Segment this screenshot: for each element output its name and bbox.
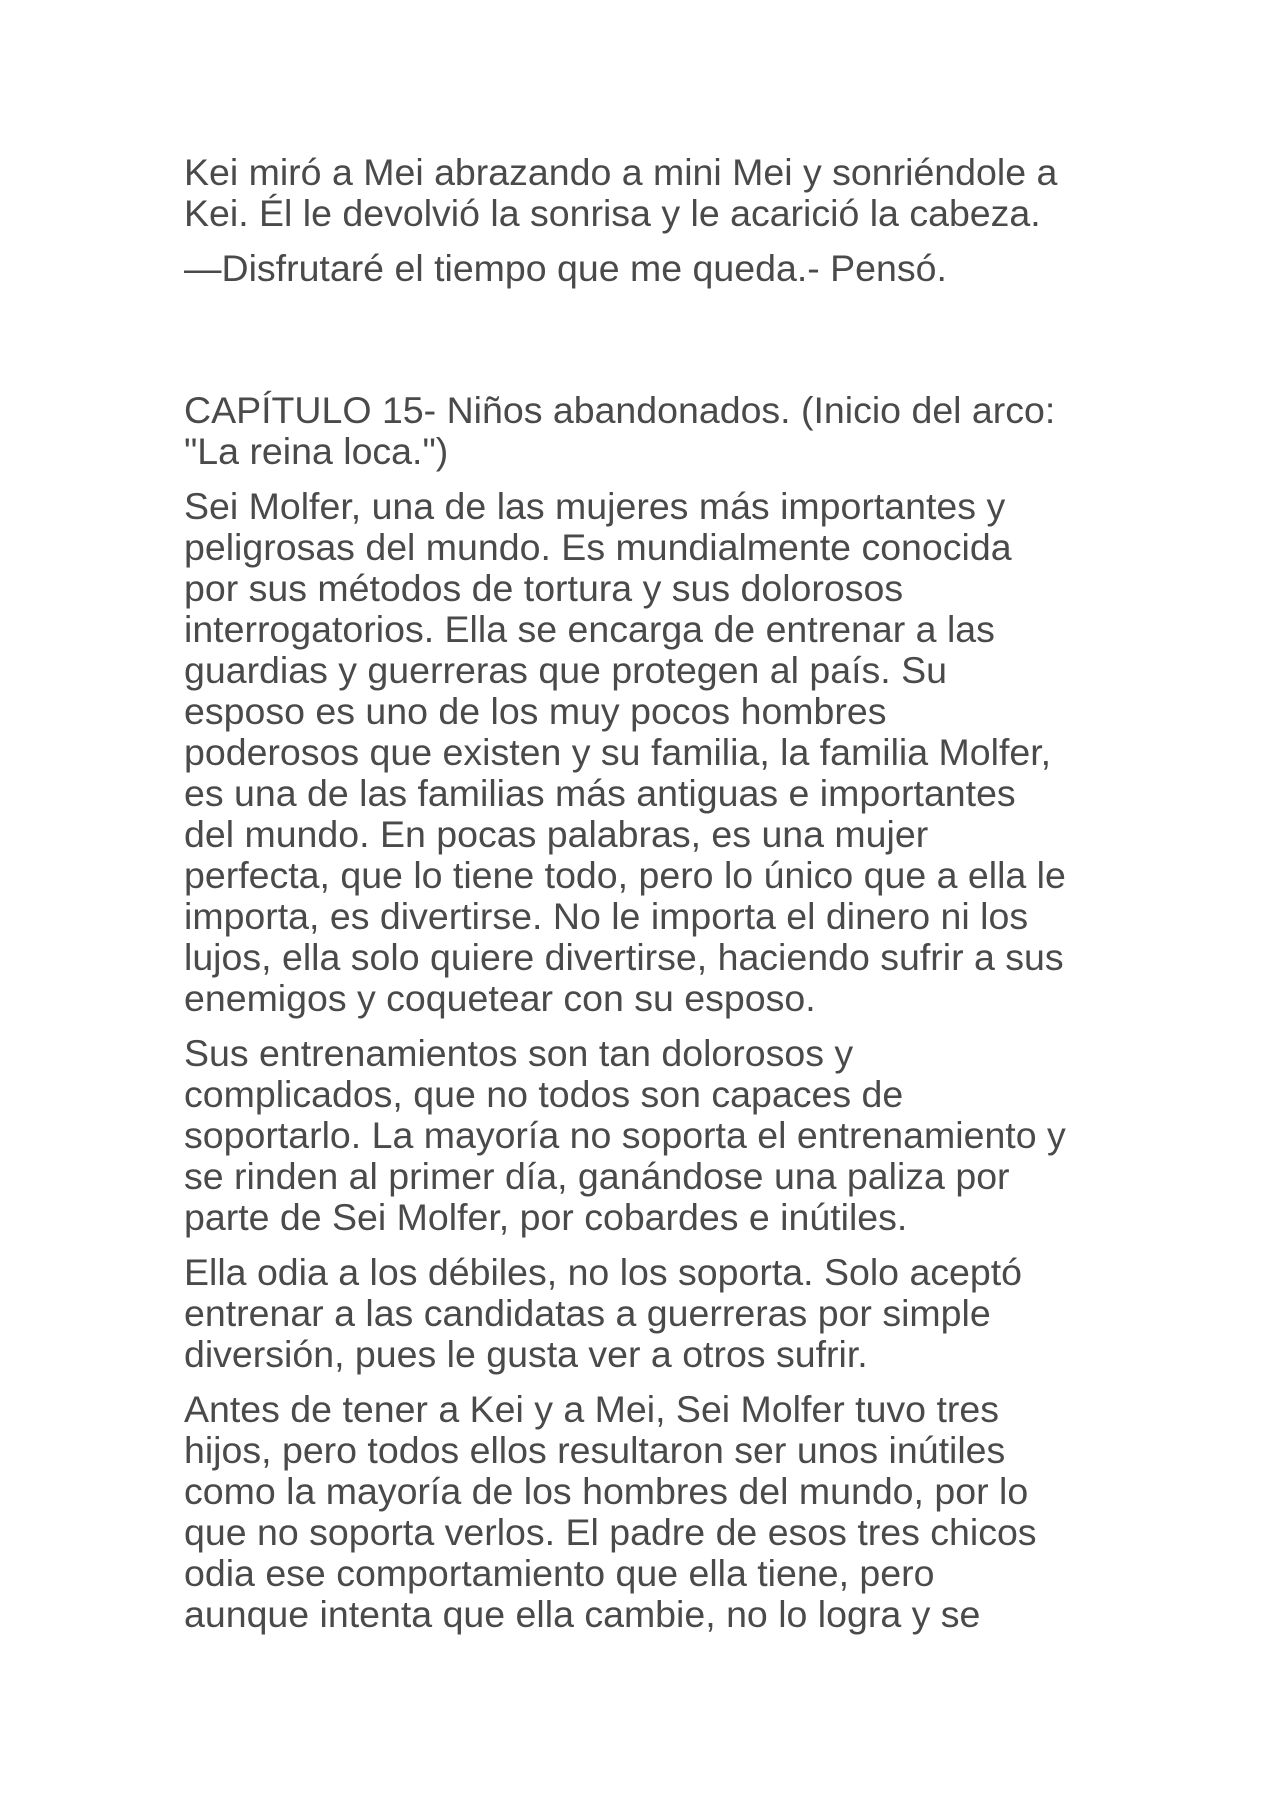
paragraph-sei-molfer-intro <box>184 486 1104 1019</box>
text-line: parte de Sei Molfer, por cobardes e inútiles. <box>184 1196 908 1238</box>
text-line: odia ese comportamiento que ella tiene, pero <box>184 1552 935 1594</box>
text-line: Antes de tener a Kei y a Mei, Sei Molfer tuvo tres <box>184 1388 999 1430</box>
text-line: interrogatorios. Ella se encarga de entrenar a las <box>184 608 995 650</box>
text-line: diversión, pues le gusta ver a otros sufrir. <box>184 1333 868 1375</box>
text-line: Sus entrenamientos son tan dolorosos y <box>184 1032 854 1074</box>
document-body <box>184 152 1104 1649</box>
text-line: Ella odia a los débiles, no los soporta. Solo aceptó <box>184 1251 1023 1293</box>
paragraph-children <box>184 1389 1104 1635</box>
text-line: por sus métodos de tortura y sus dolorosos <box>184 567 904 609</box>
text-line: se rinden al primer día, ganándose una paliza por <box>184 1155 1010 1197</box>
text-line: entrenar a las candidatas a guerreras por simple <box>184 1292 991 1334</box>
text-line: es una de las familias más antiguas e importantes <box>184 772 1016 814</box>
text-line: importa, es divertirse. No le importa el dinero ni los <box>184 895 1029 937</box>
text-line: esposo es uno de los muy pocos hombres <box>184 690 887 732</box>
text-line: aunque intenta que ella cambie, no lo logra y se <box>184 1593 981 1635</box>
text-line: hijos, pero todos ellos resultaron ser unos inútiles <box>184 1429 1006 1471</box>
text-line: complicados, que no todos son capaces de <box>184 1073 904 1115</box>
paragraph-training <box>184 1033 1104 1238</box>
text-line: del mundo. En pocas palabras, es una mujer <box>184 813 929 855</box>
text-line: guardias y guerreras que protegen al país. Su <box>184 649 947 691</box>
text-line: perfecta, que lo tiene todo, pero lo único que a ella le <box>184 854 1066 896</box>
text-line: enemigos y coquetear con su esposo. <box>184 977 816 1019</box>
text-line: —Disfrutaré el tiempo que me queda.- Pensó. <box>184 247 947 289</box>
text-line: que no soporta verlos. El padre de esos tres chicos <box>184 1511 1037 1553</box>
text-line: poderosos que existen y su familia, la familia Molfer, <box>184 731 1052 773</box>
heading-line: CAPÍTULO 15- Niños abandonados. (Inicio del arco: <box>184 389 1056 431</box>
paragraph-kei-smile <box>184 152 1104 234</box>
text-line: Kei. Él le devolvió la sonrisa y le acarició la cabeza. <box>184 192 1041 234</box>
text-line: Sei Molfer, una de las mujeres más importantes y <box>184 485 1006 527</box>
chapter-heading <box>184 390 1104 472</box>
paragraph-weak <box>184 1252 1104 1375</box>
text-line: lujos, ella solo quiere divertirse, haciendo sufrir a sus <box>184 936 1064 978</box>
heading-line: "La reina loca.") <box>184 430 449 472</box>
text-line: Kei miró a Mei abrazando a mini Mei y sonriéndole a <box>184 151 1058 193</box>
text-line: como la mayoría de los hombres del mundo, por lo <box>184 1470 1029 1512</box>
text-line: soportarlo. La mayoría no soporta el entrenamiento y <box>184 1114 1066 1156</box>
paragraph-dialogue <box>184 248 1104 289</box>
text-line: peligrosas del mundo. Es mundialmente conocida <box>184 526 1012 568</box>
